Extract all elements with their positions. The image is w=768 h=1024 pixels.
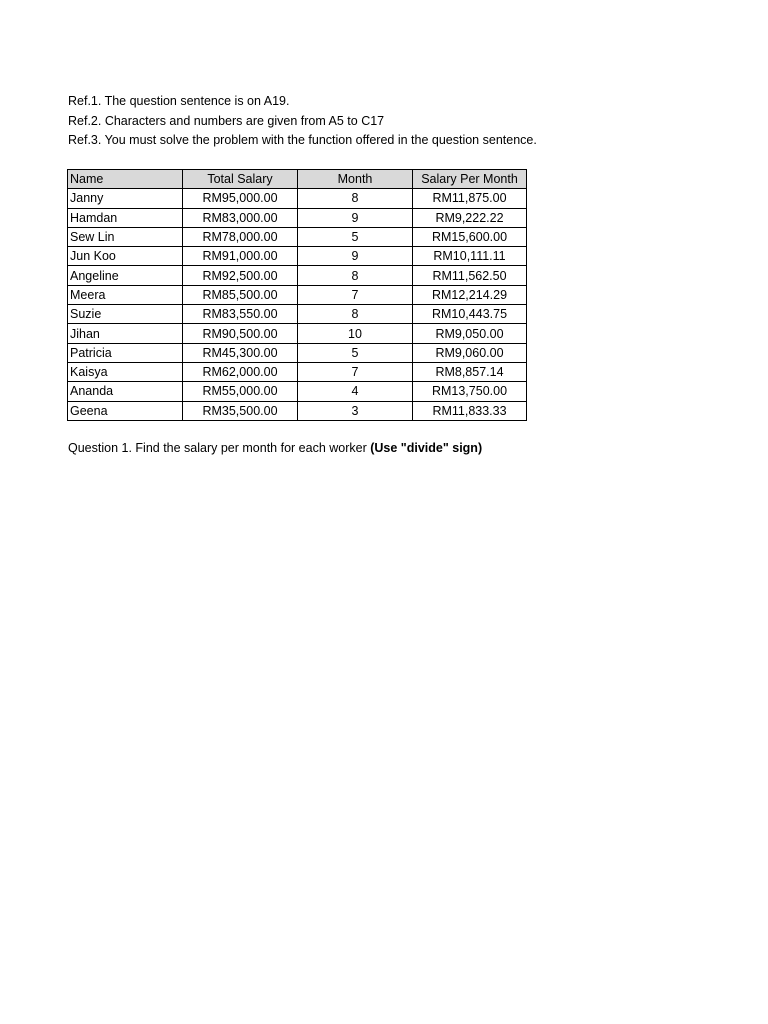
cell-name[interactable]: Hamdan bbox=[68, 208, 183, 227]
cell-month[interactable]: 9 bbox=[298, 208, 413, 227]
cell-total-salary[interactable]: RM83,550.00 bbox=[183, 305, 298, 324]
cell-salary-per-month[interactable]: RM13,750.00 bbox=[413, 382, 527, 401]
cell-total-salary[interactable]: RM45,300.00 bbox=[183, 343, 298, 362]
cell-name[interactable]: Ananda bbox=[68, 382, 183, 401]
table-row bbox=[68, 208, 527, 227]
table-row bbox=[68, 324, 527, 343]
salary-table bbox=[67, 169, 527, 421]
cell-month[interactable]: 8 bbox=[298, 305, 413, 324]
cell-salary-per-month[interactable]: RM8,857.14 bbox=[413, 362, 527, 381]
ref-1: Ref.1. The question sentence is on A19. bbox=[68, 94, 290, 108]
header-total-salary[interactable]: Total Salary bbox=[183, 170, 298, 189]
cell-total-salary[interactable]: RM92,500.00 bbox=[183, 266, 298, 285]
cell-month[interactable]: 7 bbox=[298, 362, 413, 381]
cell-month[interactable]: 10 bbox=[298, 324, 413, 343]
cell-salary-per-month[interactable]: RM11,833.33 bbox=[413, 401, 527, 420]
table-row bbox=[68, 401, 527, 420]
cell-month[interactable]: 4 bbox=[298, 382, 413, 401]
question-1 bbox=[68, 441, 482, 455]
cell-salary-per-month[interactable]: RM10,443.75 bbox=[413, 305, 527, 324]
cell-month[interactable]: 8 bbox=[298, 189, 413, 208]
cell-salary-per-month[interactable]: RM12,214.29 bbox=[413, 285, 527, 304]
table-row bbox=[68, 285, 527, 304]
cell-name[interactable]: Jihan bbox=[68, 324, 183, 343]
table-row bbox=[68, 362, 527, 381]
cell-month[interactable]: 5 bbox=[298, 227, 413, 246]
cell-month[interactable]: 3 bbox=[298, 401, 413, 420]
cell-name[interactable]: Patricia bbox=[68, 343, 183, 362]
header-salary-per-month[interactable]: Salary Per Month bbox=[413, 170, 527, 189]
cell-total-salary[interactable]: RM90,500.00 bbox=[183, 324, 298, 343]
question-emphasis: (Use "divide" sign) bbox=[370, 441, 483, 455]
cell-salary-per-month[interactable]: RM9,050.00 bbox=[413, 324, 527, 343]
table-row bbox=[68, 189, 527, 208]
cell-total-salary[interactable]: RM83,000.00 bbox=[183, 208, 298, 227]
cell-month[interactable]: 5 bbox=[298, 343, 413, 362]
cell-name[interactable]: Janny bbox=[68, 189, 183, 208]
cell-total-salary[interactable]: RM55,000.00 bbox=[183, 382, 298, 401]
header-month[interactable]: Month bbox=[298, 170, 413, 189]
cell-total-salary[interactable]: RM91,000.00 bbox=[183, 247, 298, 266]
cell-salary-per-month[interactable]: RM11,875.00 bbox=[413, 189, 527, 208]
reference-notes bbox=[68, 92, 537, 151]
cell-month[interactable]: 9 bbox=[298, 247, 413, 266]
table-row bbox=[68, 247, 527, 266]
cell-name[interactable]: Kaisya bbox=[68, 362, 183, 381]
ref-2: Ref.2. Characters and numbers are given from A5 to C17 bbox=[68, 113, 385, 128]
cell-salary-per-month[interactable]: RM15,600.00 bbox=[413, 227, 527, 246]
cell-name[interactable]: Sew Lin bbox=[68, 227, 183, 246]
question-text: Question 1. Find the salary per month for each worker bbox=[68, 441, 371, 455]
table-row bbox=[68, 343, 527, 362]
cell-total-salary[interactable]: RM85,500.00 bbox=[183, 285, 298, 304]
cell-name[interactable]: Jun Koo bbox=[68, 247, 183, 266]
ref-3: Ref.3. You must solve the problem with the function offered in the question sentence. bbox=[68, 133, 537, 147]
table-row bbox=[68, 305, 527, 324]
cell-month[interactable]: 7 bbox=[298, 285, 413, 304]
cell-salary-per-month[interactable]: RM11,562.50 bbox=[413, 266, 527, 285]
cell-name[interactable]: Meera bbox=[68, 285, 183, 304]
cell-total-salary[interactable]: RM95,000.00 bbox=[183, 189, 298, 208]
header-row bbox=[68, 170, 527, 189]
cell-salary-per-month[interactable]: RM9,222.22 bbox=[413, 208, 527, 227]
cell-total-salary[interactable]: RM35,500.00 bbox=[183, 401, 298, 420]
cell-salary-per-month[interactable]: RM9,060.00 bbox=[413, 343, 527, 362]
cell-name[interactable]: Angeline bbox=[68, 266, 183, 285]
table-row bbox=[68, 382, 527, 401]
table-row bbox=[68, 266, 527, 285]
cell-month[interactable]: 8 bbox=[298, 266, 413, 285]
cell-name[interactable]: Suzie bbox=[68, 305, 183, 324]
table-row bbox=[68, 227, 527, 246]
cell-total-salary[interactable]: RM78,000.00 bbox=[183, 227, 298, 246]
header-name[interactable]: Name bbox=[68, 170, 183, 189]
cell-salary-per-month[interactable]: RM10,111.11 bbox=[413, 247, 527, 266]
cell-name[interactable]: Geena bbox=[68, 401, 183, 420]
cell-total-salary[interactable]: RM62,000.00 bbox=[183, 362, 298, 381]
